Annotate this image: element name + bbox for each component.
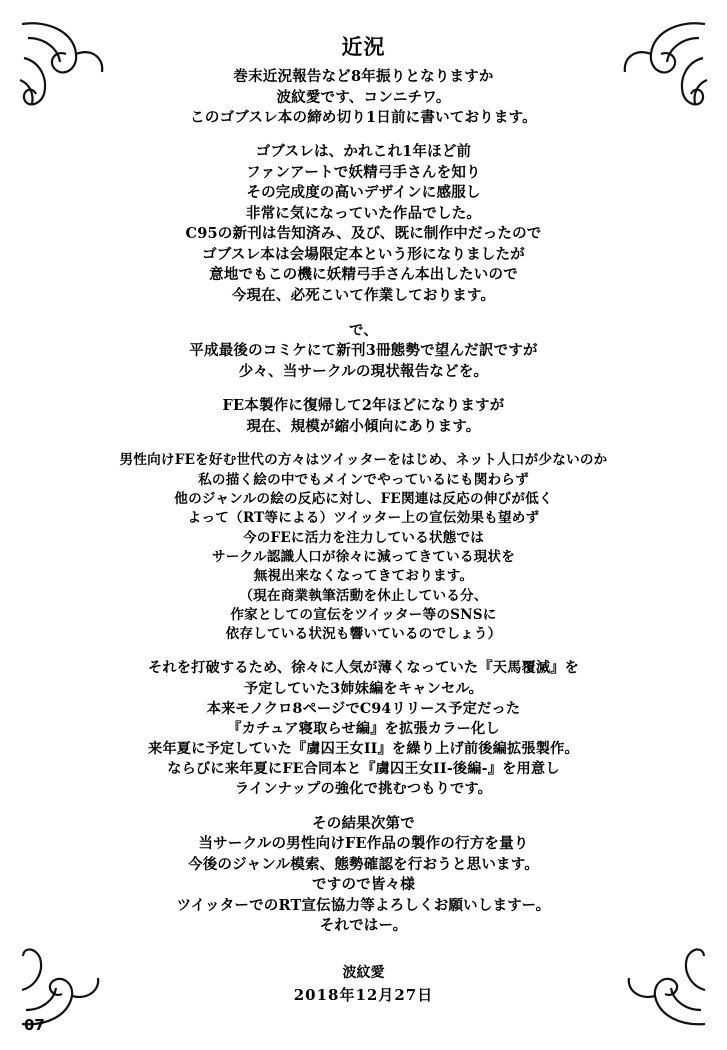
text-line: 今のFEに活力を注力している状態では <box>242 529 485 546</box>
text-line: （現在商業執筆活動を休止している分、 <box>239 587 488 604</box>
paragraph-comike <box>40 321 687 383</box>
text-line: それを打破するため、徐々に人気が薄くなっていた『天馬覆滅』を <box>147 660 580 677</box>
text-line: ゴブスレは、かれこれ1年ほど前 <box>255 142 472 160</box>
text-line: 無視出来なくなってきております。 <box>253 568 474 585</box>
text-line: C95の新刊は告知済み、及び、既に制作中だったので <box>185 225 542 243</box>
text-line: 非常に気になっていた作品でした。 <box>245 204 482 222</box>
text-line: ツイッターでのRT宣伝協力等よろしくお願いしますー。 <box>176 896 551 914</box>
text-line: FE本製作に復帰して2年ほどになりますが <box>222 397 505 415</box>
text-line: 意地でもこの機に妖精弓手さん本出したいので <box>209 266 518 284</box>
text-line: 私の描く絵の中でもメインでやっているにも関わらず <box>198 471 529 488</box>
text-line: サークル認識人口が徐々に減ってきている現状を <box>211 548 516 565</box>
text-line: 巻末近況報告など8年振りとなりますか <box>233 68 494 86</box>
page-number: 07 <box>24 1016 45 1034</box>
text-line: 少々、当サークルの現状報告などを。 <box>238 362 489 380</box>
paragraph-analysis <box>40 451 687 644</box>
text-line: ファンアートで妖精弓手さんを知り <box>246 163 481 181</box>
text-line: 他のジャンルの絵の反応に対し、FE関連は反応の伸びが低く <box>174 491 553 508</box>
paragraph-intro <box>40 67 687 129</box>
text-line: 今現在、必死こいて作業しております。 <box>231 286 496 304</box>
text-line: 本来モノクロ8ページでC94リリース予定だった <box>206 700 521 717</box>
text-line: ラインナップの強化で挑むつもりです。 <box>234 781 493 798</box>
text-line: 今後のジャンル模索、態勢確認を行おうと思います。 <box>188 855 539 873</box>
text-line: 当サークルの男性向けFE作品の製作の行方を量り <box>198 835 529 853</box>
author-name: 波紋愛 <box>342 964 385 981</box>
text-line: その結果次第で <box>312 814 415 832</box>
signature-date: 2018年12月27日 <box>293 985 434 1004</box>
text-line: 来年夏に予定していた『虜囚王女II』を繰り上げ前後編拡張製作。 <box>148 741 579 758</box>
page-title: 近況 <box>341 34 386 59</box>
paragraph-closing <box>40 814 687 937</box>
text-line: 波紋愛です、コンニチワ。 <box>276 88 451 106</box>
text-line: ゴブスレ本は会場限定本という形になりましたが <box>202 245 525 263</box>
paragraph-goburesu <box>40 142 687 307</box>
text-line: その完成度の高いデザインに感服し <box>246 184 481 202</box>
text-line: 作家としての宣伝をツイッター等のSNSに <box>230 606 497 623</box>
text-line: ならびに来年夏にFE合同本と『虜囚王女II-後編-』を用意し <box>167 761 560 778</box>
text-line: 『カチュア寝取らせ編』を拡張カラー化し <box>227 720 500 737</box>
text-line: よって（RT等による）ツイッター上の宣伝効果も望めず <box>187 510 540 527</box>
signature-block <box>40 963 687 1007</box>
text-line: ですので皆々様 <box>312 876 415 894</box>
text-line: 予定していた3姉妹編をキャンセル。 <box>243 680 484 697</box>
paragraph-fe-return <box>40 396 687 437</box>
text-line: 現在、規模が縮小傾向にあります。 <box>246 417 481 435</box>
text-line: 平成最後のコミケにて新刊3冊態勢で望んだ訳ですが <box>189 342 538 360</box>
text-line: 男性向けFEを好む世代の方々はツイッターをはじめ、ネット人口が少ないのか <box>119 452 608 469</box>
text-line: 依存している状況も響いているのでしょう） <box>225 626 502 643</box>
paragraph-plan <box>40 658 687 799</box>
text-line: このゴブスレ本の締め切り1日前に書いております。 <box>190 109 537 127</box>
text-line: それではー。 <box>319 917 408 935</box>
text-line: で、 <box>348 321 379 339</box>
